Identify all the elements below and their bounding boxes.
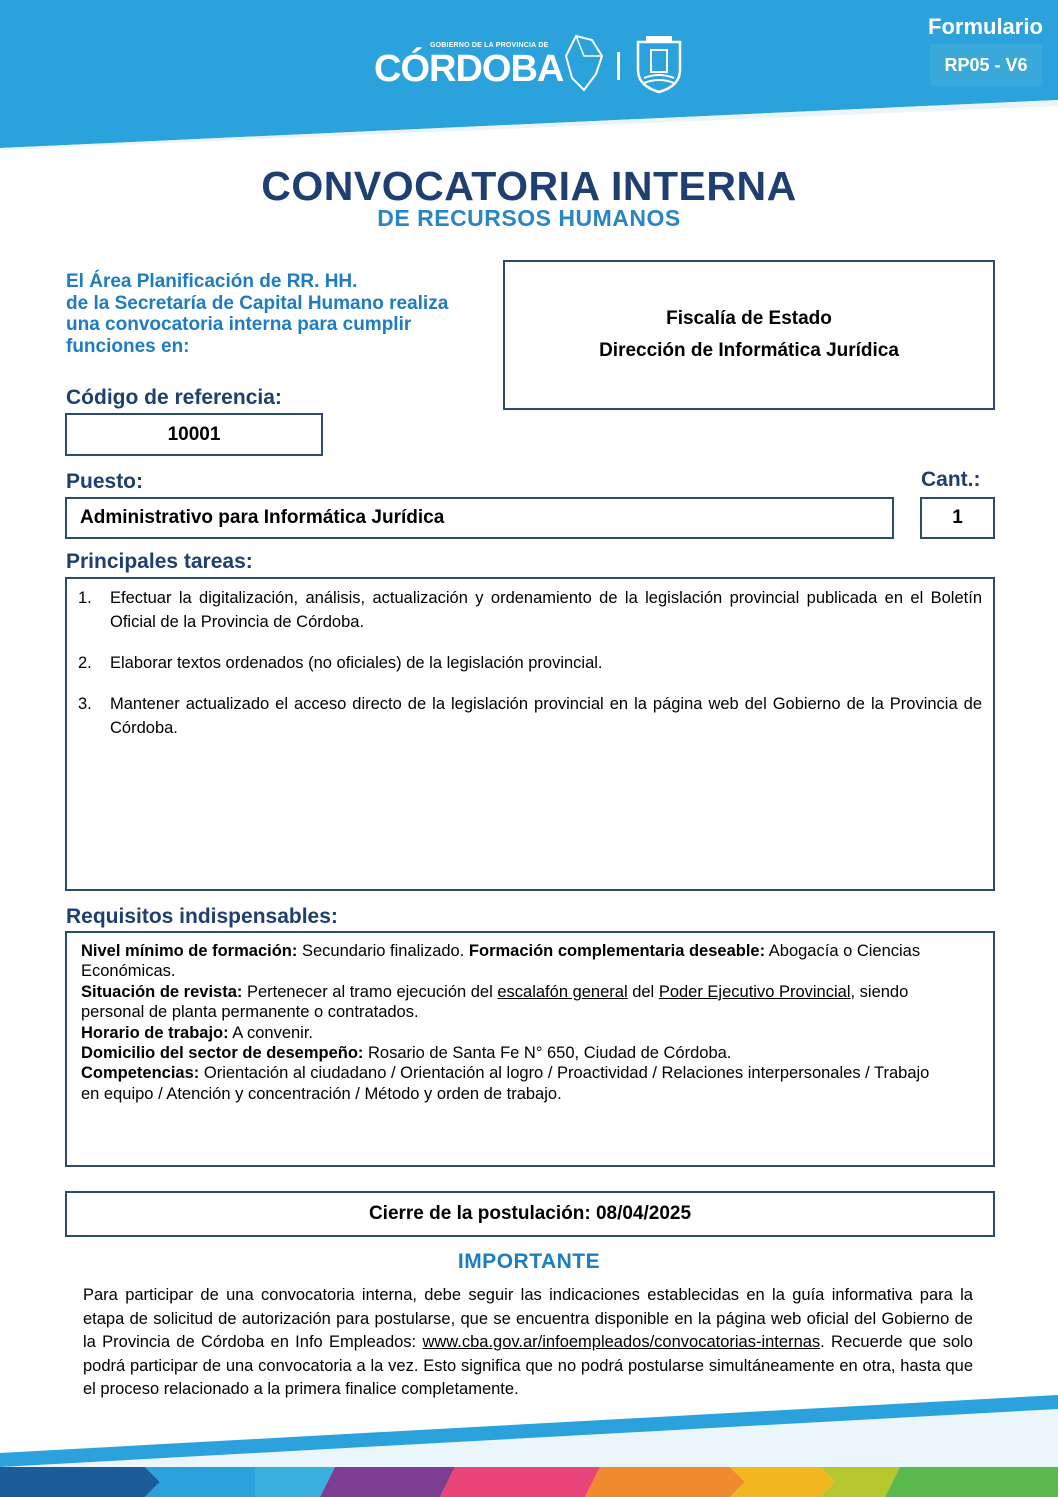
quantity-label: Cant.:: [921, 468, 981, 491]
tasks-list: [78, 586, 982, 757]
task-number: 3.: [78, 695, 92, 713]
intro-line: funciones en:: [66, 335, 190, 357]
closing-date: Cierre de la postulación: 08/04/2025: [368, 1203, 692, 1224]
escalafon-link[interactable]: escalafón general: [497, 982, 628, 1001]
req-education-value: Secundario finalizado.: [297, 942, 469, 960]
task-item: [78, 651, 982, 675]
task-text: Efectuar la digitalización, análisis, actualización y ordenamiento de la legislación provincial publicada en el Boletín Oficial de la Provincia de Córdoba.: [110, 589, 982, 631]
info-empleados-link[interactable]: www.cba.gov.ar/infoempleados/convocatorias-internas: [422, 1333, 821, 1351]
footer-banner: [0, 1395, 1058, 1497]
logo-text: CÓRDOBA: [374, 48, 564, 90]
closing-date-box: [65, 1191, 995, 1237]
reference-code-box: [65, 413, 323, 456]
coat-of-arms-icon: [634, 34, 684, 94]
task-text: Mantener actualizado el acceso directo de la legislación provincial en la página web del Gobierno de la Provincia de Córdoba.: [110, 695, 982, 737]
req-competencies: [81, 1063, 941, 1104]
req-complementary-label: Formación complementaria deseable:: [468, 942, 766, 960]
form-label: Formulario: [928, 14, 1043, 39]
intro-line: de la Secretaría de Capital Humano realiza: [66, 292, 449, 314]
intro-line: El Área Planificación de RR. HH.: [66, 271, 358, 292]
req-address-value: Rosario de Santa Fe N° 650, Ciudad de Córdoba.: [363, 1044, 732, 1063]
poder-ejecutivo-link[interactable]: Poder Ejecutivo Provincial: [658, 982, 851, 1001]
dependency-box: [503, 260, 995, 410]
req-competencies-label: Competencias:: [81, 1064, 200, 1083]
task-item: [78, 692, 982, 740]
task-number: 1.: [78, 589, 92, 607]
intro-line: una convocatoria interna para cumplir: [66, 314, 412, 335]
req-situation-text: del: [627, 982, 659, 1001]
req-education-label: Nivel mínimo de formación:: [81, 942, 298, 960]
position-box: [65, 497, 894, 539]
position-label: Puesto:: [66, 470, 144, 493]
quantity-value: 1: [952, 507, 963, 528]
reference-label: Código de referencia:: [66, 386, 282, 409]
req-schedule-value: A convenir.: [228, 1023, 314, 1042]
requirements-text: [81, 941, 941, 1104]
req-situation-text: Pertenecer al tramo ejecución del: [242, 982, 498, 1001]
notice-text: . Recuerde que solo podrá participar de una convocatoria a la vez. Esto significa que no podrá postularse simultáneamente en otra, hasta que el proceso relacionado a la primera finalice completamente.: [83, 1333, 973, 1398]
task-number: 2.: [78, 654, 92, 672]
tasks-label: Principales tareas:: [66, 550, 253, 573]
sub-title: DE RECURSOS HUMANOS: [377, 205, 681, 231]
important-notice: [83, 1284, 973, 1402]
reference-code-value: 10001: [167, 423, 221, 445]
req-complementary-value: Abogacía o Ciencias Económicas.: [81, 942, 921, 981]
req-address: [81, 1043, 941, 1063]
req-situation: [81, 982, 941, 1023]
req-schedule-label: Horario de trabajo:: [81, 1023, 229, 1042]
dependency-line: Dirección de Informática Jurídica: [599, 340, 899, 361]
req-situation-label: Situación de revista:: [81, 982, 243, 1001]
req-schedule: [81, 1023, 941, 1043]
task-text: Elaborar textos ordenados (no oficiales) de la legislación provincial.: [110, 654, 603, 672]
cordoba-logo: [372, 30, 692, 100]
requirements-label: Requisitos indispensables:: [66, 905, 338, 928]
logo-separator: [617, 52, 620, 80]
position-value: Administrativo para Informática Jurídica: [80, 507, 445, 528]
task-item: [78, 586, 982, 634]
req-situation-text: , siendo personal de planta permanente o contratados.: [81, 982, 909, 1022]
req-address-label: Domicilio del sector de desempeño:: [81, 1044, 364, 1063]
main-title: CONVOCATORIA INTERNA: [261, 163, 797, 209]
province-map-icon: [562, 34, 606, 94]
req-competencies-value: Orientación al ciudadano / Orientación al logro / Proactividad / Relaciones interpersonales / Trabajo en equipo / Atención y concentración / Método y orden de trabajo.: [81, 1064, 930, 1103]
notice-text: Para participar de una convocatoria interna, debe seguir las indicaciones establecidas en la guía informativa para la etapa de solicitud de autorización para postularse, que se encuentra disponible en la página web oficial del Gobierno de la Provincia de Córdoba en Info Empleados:: [83, 1286, 973, 1351]
logo-top-text: GOBIERNO DE LA PROVINCIA DE: [430, 42, 549, 49]
intro-text: [66, 271, 486, 357]
dependency-line: Fiscalía de Estado: [666, 308, 832, 329]
req-education: [81, 941, 941, 982]
form-code-badge: RP05 - V6: [930, 44, 1042, 86]
important-heading: IMPORTANTE: [457, 1250, 601, 1273]
quantity-box: [920, 497, 995, 539]
